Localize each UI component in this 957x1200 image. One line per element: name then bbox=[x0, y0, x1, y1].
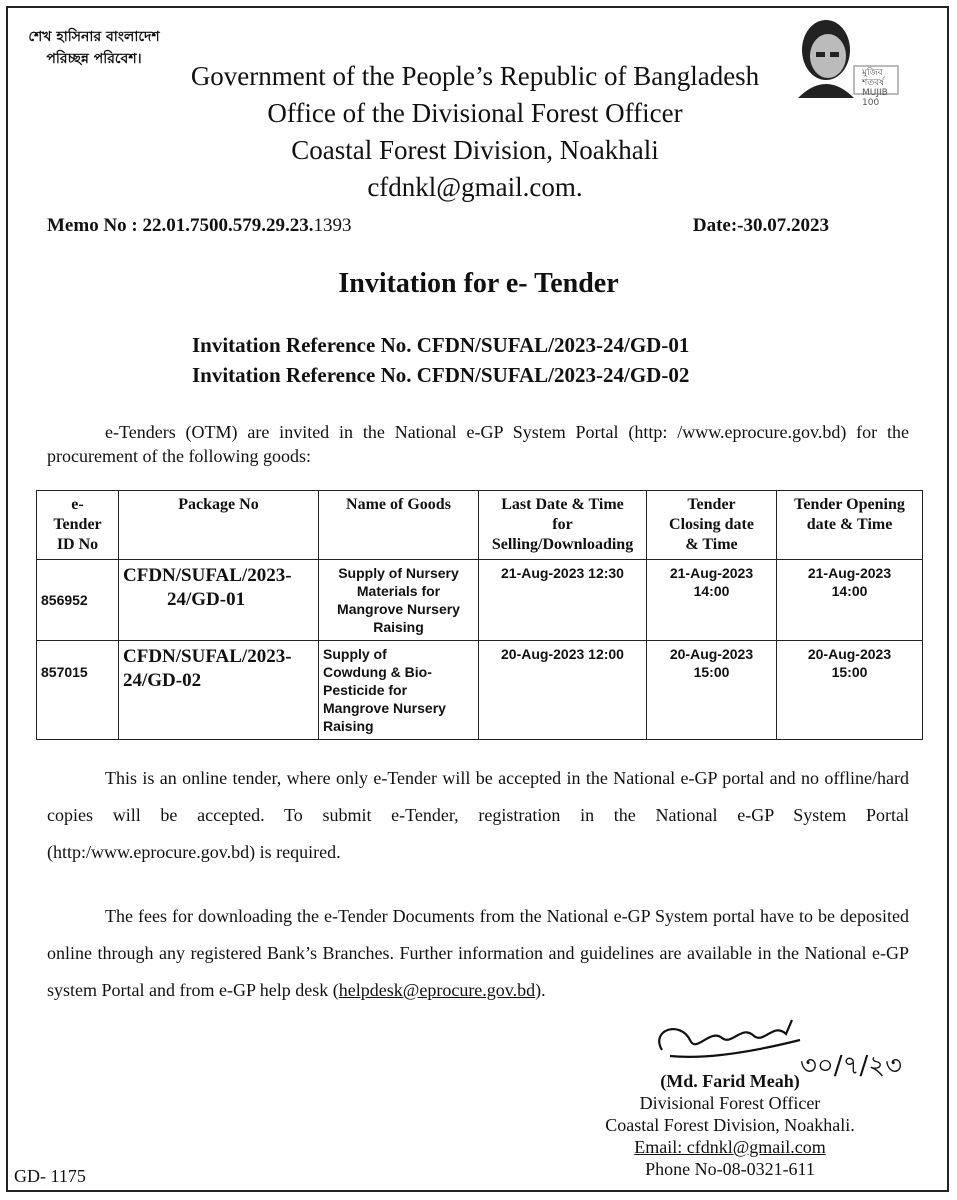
opening-date-cell bbox=[777, 641, 923, 740]
header-office: Office of the Divisional Forest Officer bbox=[267, 98, 683, 128]
table-row bbox=[37, 560, 923, 641]
goods-text: Supply of bbox=[323, 646, 387, 662]
fees-paragraph bbox=[47, 898, 909, 1009]
header-text: Tender bbox=[53, 516, 102, 533]
tender-id-cell: 856952 bbox=[37, 560, 119, 641]
memo-number bbox=[47, 215, 352, 237]
reference-1: Invitation Reference No. CFDN/SUFAL/2023-24/GD-01 bbox=[192, 333, 690, 357]
header-tender-id bbox=[37, 491, 119, 560]
package-text: CFDN/SUFAL/2023- bbox=[123, 646, 292, 667]
reference-2: Invitation Reference No. CFDN/SUFAL/2023-24/GD-02 bbox=[192, 363, 690, 387]
office-header bbox=[160, 58, 790, 206]
slogan-line-1: শেখ হাসিনার বাংলাদেশ bbox=[28, 29, 160, 45]
last-date-cell: 21-Aug-2023 12:30 bbox=[479, 560, 647, 641]
goods-text: Supply of Nursery bbox=[338, 565, 459, 581]
opening-text: 20-Aug-2023 bbox=[807, 646, 892, 662]
signature-block bbox=[565, 1070, 895, 1180]
header-text: Last Date & Time bbox=[501, 496, 624, 513]
header-last-date bbox=[479, 491, 647, 560]
header-text: Tender bbox=[687, 496, 736, 513]
header-text: for bbox=[552, 516, 573, 533]
header-closing-date bbox=[647, 491, 777, 560]
header-text: e- bbox=[71, 496, 84, 513]
goods-text: Pesticide for bbox=[323, 682, 408, 698]
tender-table bbox=[36, 490, 923, 740]
header-government: Government of the People’s Republic of Bangladesh bbox=[190, 61, 760, 91]
opening-text: 21-Aug-2023 bbox=[807, 565, 892, 581]
signatory-email[interactable]: Email: cfdnkl@gmail.com bbox=[634, 1137, 826, 1157]
header-name-of-goods: Name of Goods bbox=[319, 491, 479, 560]
emblem-text-3: MUJIB bbox=[862, 88, 888, 98]
header-opening-date bbox=[777, 491, 923, 560]
memo-date: Date:-30.07.2023 bbox=[692, 215, 829, 236]
closing-text: 20-Aug-2023 bbox=[669, 646, 754, 662]
emblem-text-1: মুজিব bbox=[862, 68, 883, 78]
tender-id-cell: 857015 bbox=[37, 641, 119, 740]
helpdesk-email-link[interactable]: helpdesk@eprocure.gov.bd bbox=[338, 980, 536, 1000]
slogan-line-2: পরিচ্ছন্ন পরিবেশ। bbox=[46, 51, 142, 67]
goods-cell bbox=[319, 560, 479, 641]
closing-date-cell bbox=[647, 560, 777, 641]
package-cell bbox=[119, 560, 319, 641]
page-title: Invitation for e- Tender bbox=[338, 268, 619, 299]
goods-text: Raising bbox=[373, 619, 424, 635]
signatory-name: (Md. Farid Meah) bbox=[660, 1071, 800, 1091]
closing-text: 21-Aug-2023 bbox=[669, 565, 754, 581]
header-division: Coastal Forest Division, Noakhali bbox=[291, 135, 659, 165]
goods-cell bbox=[319, 641, 479, 740]
closing-text: 15:00 bbox=[693, 664, 730, 680]
bengali-slogan bbox=[14, 26, 174, 70]
memo-label: Memo No : 22.01.7500.579.29.23. bbox=[47, 215, 314, 236]
emblem-text-2: শতবর্ষ bbox=[862, 78, 885, 88]
last-date-cell: 20-Aug-2023 12:00 bbox=[479, 641, 647, 740]
package-cell bbox=[119, 641, 319, 740]
signatory-office: Coastal Forest Division, Noakhali. bbox=[605, 1115, 855, 1135]
header-text: Selling/Downloading bbox=[491, 536, 634, 553]
closing-text: 14:00 bbox=[693, 583, 730, 599]
header-email: cfdnkl@gmail.com. bbox=[367, 172, 583, 202]
signatory-designation: Divisional Forest Officer bbox=[639, 1093, 821, 1113]
opening-date-cell bbox=[777, 560, 923, 641]
emblem-label bbox=[862, 68, 888, 108]
goods-text: Materials for bbox=[356, 583, 441, 599]
goods-text: Raising bbox=[323, 718, 374, 734]
signature-date-text: ৩০/৭/২৩ bbox=[800, 1051, 903, 1080]
header-text: Closing date bbox=[669, 516, 754, 533]
emblem-text-4: 100 bbox=[862, 98, 880, 108]
online-tender-paragraph: This is an online tender, where only e-Tender will be accepted in the National e-GP portal and no offline/hard copies will be accepted. To submit e-Tender, registration in the National e-GP System Portal (http:/www.eprocure.gov.bd) is required. bbox=[47, 768, 909, 862]
goods-text: Mangrove Nursery bbox=[323, 700, 446, 716]
closing-date-cell bbox=[647, 641, 777, 740]
goods-text: Mangrove Nursery bbox=[337, 601, 460, 617]
package-text: 24/GD-02 bbox=[123, 670, 202, 691]
goods-text: Cowdung & Bio- bbox=[323, 664, 432, 680]
mujib-100-emblem-icon bbox=[788, 10, 908, 100]
header-text: & Time bbox=[685, 536, 738, 553]
opening-text: 14:00 bbox=[831, 583, 868, 599]
fees-text-end: ). bbox=[535, 980, 546, 1000]
opening-text: 15:00 bbox=[831, 664, 868, 680]
intro-paragraph: e-Tenders (OTM) are invited in the National e-GP System Portal (http: /www.eprocure.gov.bd) for the procurement of the following goods: bbox=[47, 422, 909, 466]
table-header-row bbox=[37, 491, 923, 560]
invitation-references bbox=[192, 330, 689, 390]
header-text: Tender Opening bbox=[794, 496, 905, 513]
memo-serial: 1393 bbox=[313, 215, 352, 236]
package-text: CFDN/SUFAL/2023- bbox=[123, 565, 292, 586]
header-text: ID No bbox=[56, 536, 99, 553]
signatory-phone: Phone No-08-0321-611 bbox=[645, 1159, 815, 1179]
header-package-no: Package No bbox=[119, 491, 319, 560]
header-text: date & Time bbox=[806, 516, 893, 533]
fees-text: The fees for downloading the e-Tender Documents from the National e-GP System portal have to be deposited online through any registered Bank’s Branches. Further information and guidelines are available in the National e-GP system Portal and from e-GP help desk ( bbox=[47, 906, 909, 1000]
package-text: 24/GD-01 bbox=[167, 589, 246, 610]
footer-code: GD- 1175 bbox=[14, 1166, 86, 1186]
table-row bbox=[37, 641, 923, 740]
